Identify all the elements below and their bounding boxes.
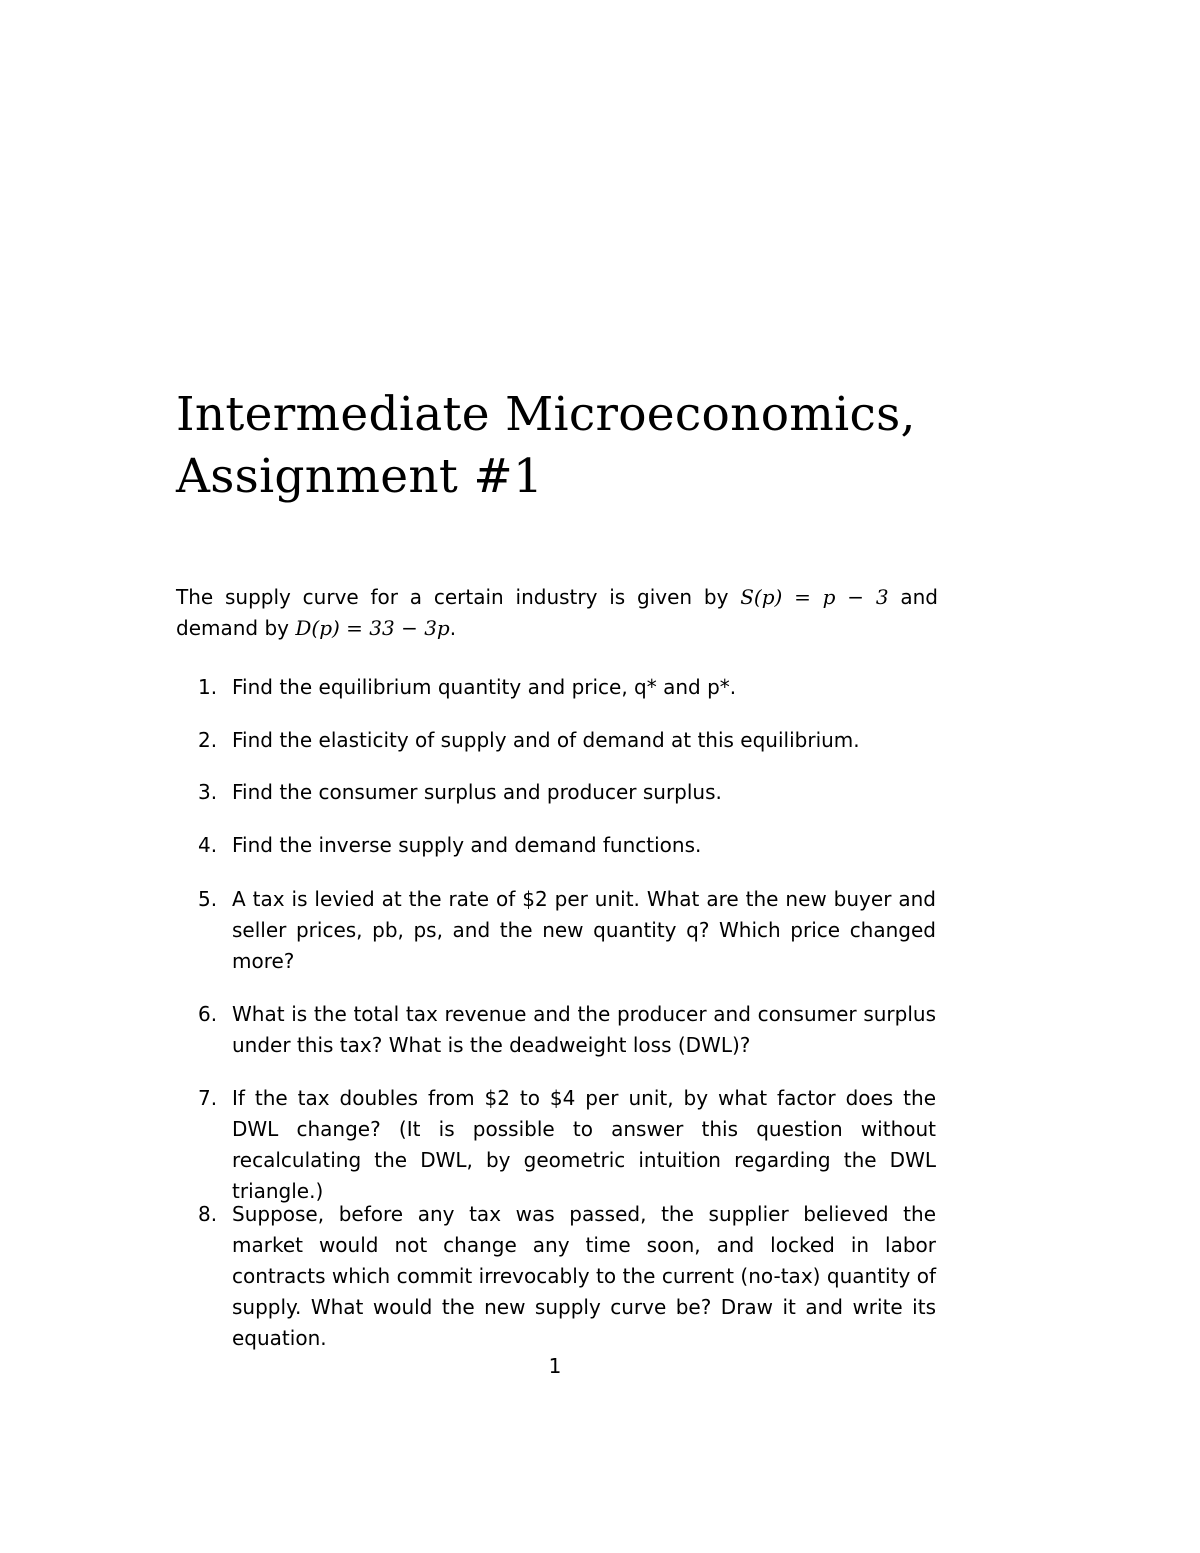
question-text: If the tax doubles from $2 to $4 per unit, by what factor does the DWL change? (It is possible to answer this question without recalculating the DWL, by geometric intuition regarding the DWL triangle.) [232,1086,936,1203]
question-text: Find the consumer surplus and producer surplus. [232,780,722,804]
question-number: 7. [198,1086,218,1110]
question-number: 5. [198,887,218,911]
demand-equation: D(p) = 33 − 3p [295,616,450,640]
question-number: 1. [198,675,218,699]
document-title [176,384,976,508]
question-text: A tax is levied at the rate of $2 per unit. What are the new buyer and seller prices, pb, ps, and the new quantity q? Which price changed more? [232,887,936,973]
question-text: Find the equilibrium quantity and price, q* and p*. [232,675,737,699]
intro-paragraph [176,582,938,644]
supply-equation: S(p) = p − 3 [740,585,889,609]
question-text: Suppose, before any tax was passed, the supplier believed the market would not change any time soon, and locked in labor contracts which commit irrevocably to the current (no-tax) quantity of supply. What would the new supply curve be? Draw it and write its equation. [232,1202,936,1350]
question-text: What is the total tax revenue and the producer and consumer surplus under this tax? What is the deadweight loss (DWL)? [232,1002,936,1057]
question-number: 3. [198,780,218,804]
question-number: 2. [198,728,218,752]
page-number: 1 [548,1354,562,1378]
title-line-2: Assignment #1 [176,449,544,504]
intro-text-1: The supply curve for a certain industry is given by [176,585,741,609]
question-text: Find the elasticity of supply and of demand at this equilibrium. [232,728,860,752]
intro-text-3: . [449,616,457,640]
question-number: 8. [198,1202,218,1226]
question-number: 6. [198,1002,218,1026]
title-line-1: Intermediate Microeconomics, [176,387,916,442]
question-number: 4. [198,833,218,857]
question-text: Find the inverse supply and demand functions. [232,833,702,857]
intro-text-2: and demand by [176,585,939,640]
